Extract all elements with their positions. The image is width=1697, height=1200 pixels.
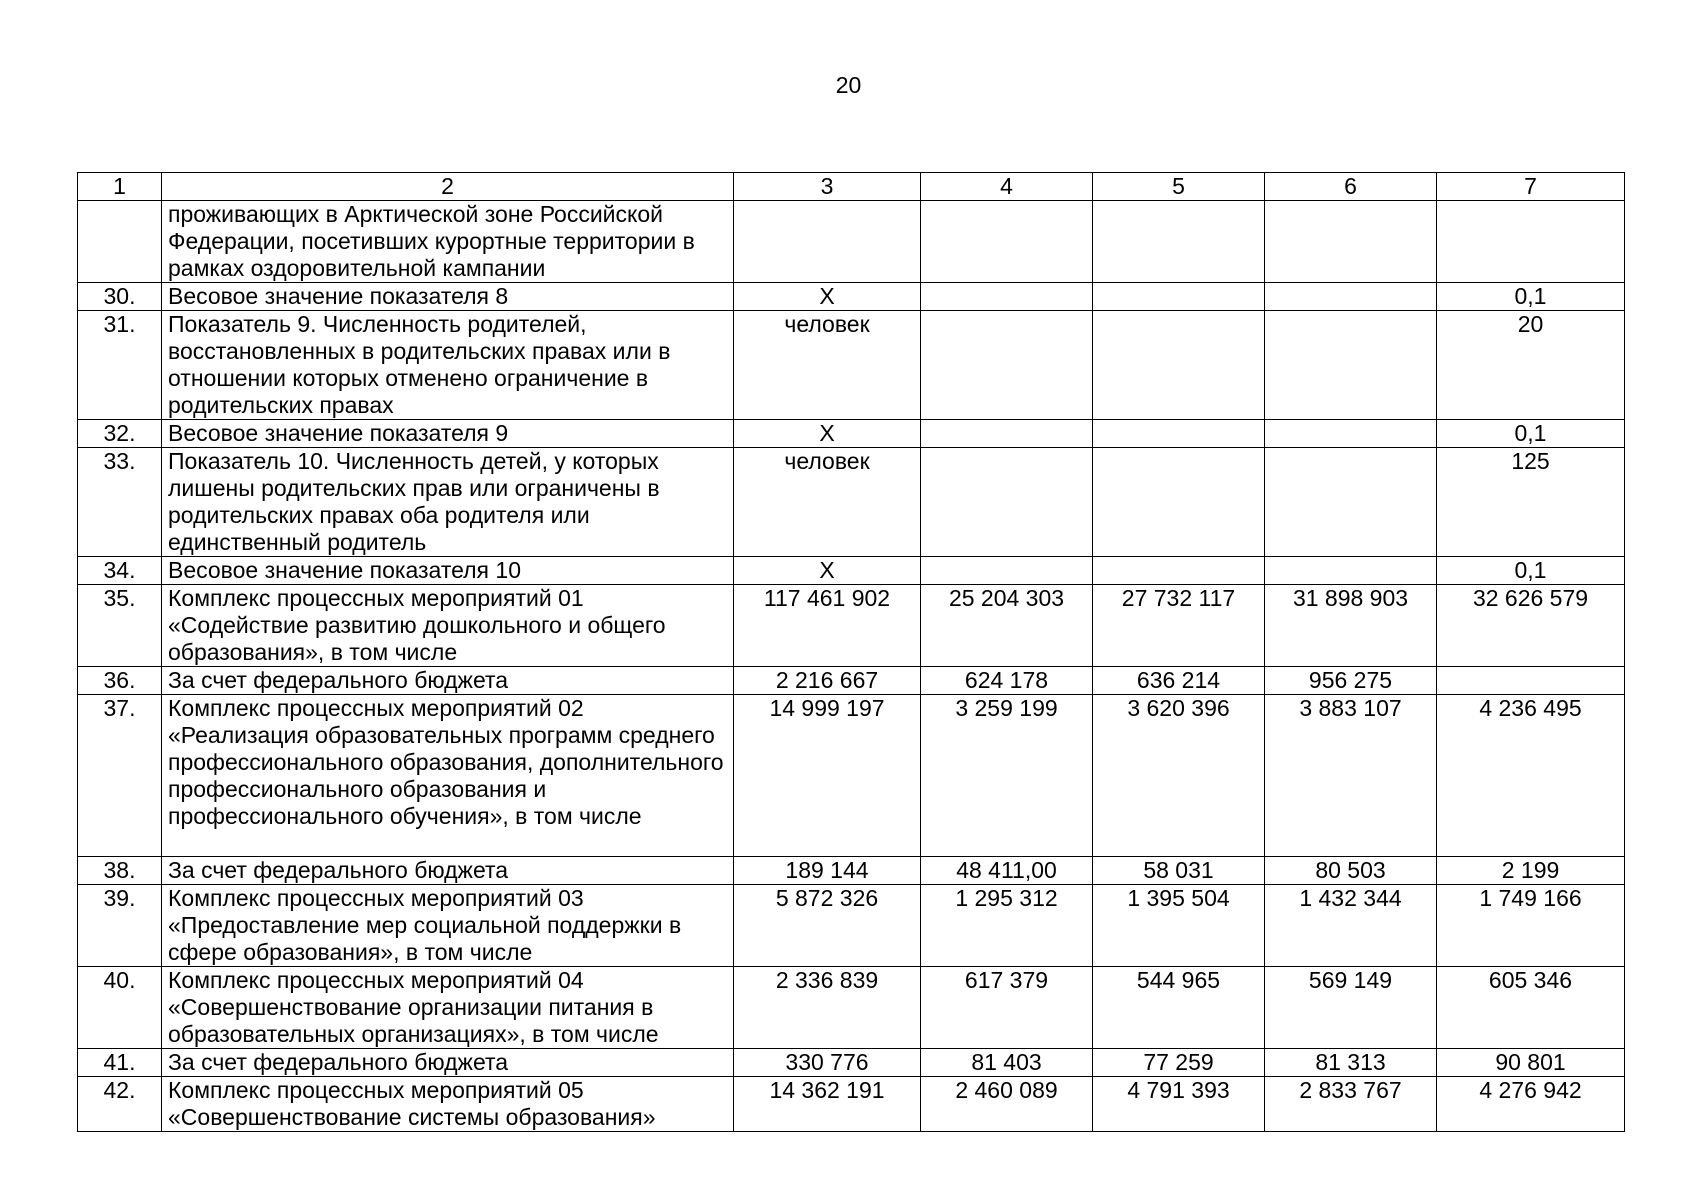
row-col6: 956 275 bbox=[1265, 667, 1437, 695]
data-table bbox=[77, 172, 1625, 1132]
row-number: 34. bbox=[78, 557, 162, 585]
row-col4 bbox=[921, 448, 1093, 557]
row-col6 bbox=[1265, 557, 1437, 585]
table-row bbox=[78, 201, 1625, 283]
row-col5 bbox=[1093, 420, 1265, 448]
row-name: За счет федерального бюджета bbox=[162, 667, 734, 695]
row-col3: Х bbox=[734, 420, 921, 448]
row-col3: Х bbox=[734, 557, 921, 585]
row-name: Весовое значение показателя 8 bbox=[162, 283, 734, 311]
table-row bbox=[78, 1077, 1625, 1132]
row-number: 37. bbox=[78, 695, 162, 857]
table-row bbox=[78, 448, 1625, 557]
row-col6 bbox=[1265, 201, 1437, 283]
row-col4: 81 403 bbox=[921, 1049, 1093, 1077]
row-col7: 125 bbox=[1437, 448, 1625, 557]
row-col5: 77 259 bbox=[1093, 1049, 1265, 1077]
table-row bbox=[78, 283, 1625, 311]
row-col4: 1 295 312 bbox=[921, 885, 1093, 967]
row-name: Показатель 9. Численность родителей, восстановленных в родительских правах или в отношении которых отменено ограничение в родительских правах bbox=[162, 311, 734, 420]
row-number: 31. bbox=[78, 311, 162, 420]
row-col7: 605 346 bbox=[1437, 967, 1625, 1049]
header-row bbox=[78, 173, 1625, 201]
table-row bbox=[78, 667, 1625, 695]
row-number: 33. bbox=[78, 448, 162, 557]
row-col7: 1 749 166 bbox=[1437, 885, 1625, 967]
row-col4 bbox=[921, 283, 1093, 311]
row-col3: 189 144 bbox=[734, 857, 921, 885]
row-col5: 636 214 bbox=[1093, 667, 1265, 695]
row-col3: человек bbox=[734, 311, 921, 420]
table-row bbox=[78, 1049, 1625, 1077]
row-col7: 4 276 942 bbox=[1437, 1077, 1625, 1132]
header-cell: 4 bbox=[921, 173, 1093, 201]
table-row bbox=[78, 967, 1625, 1049]
table-row bbox=[78, 695, 1625, 857]
row-col6 bbox=[1265, 448, 1437, 557]
row-number: 32. bbox=[78, 420, 162, 448]
table-row bbox=[78, 885, 1625, 967]
row-col5: 58 031 bbox=[1093, 857, 1265, 885]
row-number: 41. bbox=[78, 1049, 162, 1077]
header-cell: 2 bbox=[162, 173, 734, 201]
table-row bbox=[78, 557, 1625, 585]
row-col3: Х bbox=[734, 283, 921, 311]
row-col7: 4 236 495 bbox=[1437, 695, 1625, 857]
row-col5 bbox=[1093, 311, 1265, 420]
row-name: Комплекс процессных мероприятий 02 «Реализация образовательных программ среднего профессионального образования, дополнительного профессионального образования и профессионального обучения», в том числе bbox=[162, 695, 734, 857]
row-number: 38. bbox=[78, 857, 162, 885]
row-col6: 569 149 bbox=[1265, 967, 1437, 1049]
row-name: Комплекс процессных мероприятий 01 «Содействие развитию дошкольного и общего образования», в том числе bbox=[162, 585, 734, 667]
page-number: 20 bbox=[835, 72, 862, 98]
row-col3: человек bbox=[734, 448, 921, 557]
row-col4: 617 379 bbox=[921, 967, 1093, 1049]
row-col3 bbox=[734, 201, 921, 283]
row-name: За счет федерального бюджета bbox=[162, 857, 734, 885]
row-col3: 14 362 191 bbox=[734, 1077, 921, 1132]
row-number bbox=[78, 201, 162, 283]
row-col3: 14 999 197 bbox=[734, 695, 921, 857]
row-col3: 117 461 902 bbox=[734, 585, 921, 667]
row-col4 bbox=[921, 311, 1093, 420]
header-cell: 1 bbox=[78, 173, 162, 201]
header-cell: 7 bbox=[1437, 173, 1625, 201]
row-col4: 3 259 199 bbox=[921, 695, 1093, 857]
row-col7: 0,1 bbox=[1437, 283, 1625, 311]
row-col4: 2 460 089 bbox=[921, 1077, 1093, 1132]
row-name: Весовое значение показателя 9 bbox=[162, 420, 734, 448]
row-name: Комплекс процессных мероприятий 04 «Совершенствование организации питания в образовательных организациях», в том числе bbox=[162, 967, 734, 1049]
row-col6 bbox=[1265, 283, 1437, 311]
row-col6: 81 313 bbox=[1265, 1049, 1437, 1077]
row-name: За счет федерального бюджета bbox=[162, 1049, 734, 1077]
row-col4 bbox=[921, 420, 1093, 448]
row-col5: 4 791 393 bbox=[1093, 1077, 1265, 1132]
row-number: 40. bbox=[78, 967, 162, 1049]
row-col3: 2 216 667 bbox=[734, 667, 921, 695]
row-col7: 0,1 bbox=[1437, 420, 1625, 448]
row-col7 bbox=[1437, 201, 1625, 283]
row-name: Комплекс процессных мероприятий 05 «Совершенствование системы образования» bbox=[162, 1077, 734, 1132]
row-col7: 0,1 bbox=[1437, 557, 1625, 585]
row-number: 36. bbox=[78, 667, 162, 695]
row-col6: 2 833 767 bbox=[1265, 1077, 1437, 1132]
row-col5 bbox=[1093, 557, 1265, 585]
row-name: проживающих в Арктической зоне Российской Федерации, посетивших курортные территории в рамках оздоровительной кампании bbox=[162, 201, 734, 283]
row-name: Показатель 10. Численность детей, у которых лишены родительских прав или ограничены в родительских правах оба родителя или единственный родитель bbox=[162, 448, 734, 557]
row-col5: 3 620 396 bbox=[1093, 695, 1265, 857]
table-row bbox=[78, 585, 1625, 667]
row-col5 bbox=[1093, 448, 1265, 557]
row-col4: 48 411,00 bbox=[921, 857, 1093, 885]
row-col7: 2 199 bbox=[1437, 857, 1625, 885]
row-col3: 5 872 326 bbox=[734, 885, 921, 967]
row-col7 bbox=[1437, 667, 1625, 695]
row-col5: 544 965 bbox=[1093, 967, 1265, 1049]
header-cell: 5 bbox=[1093, 173, 1265, 201]
table-row bbox=[78, 857, 1625, 885]
row-col4 bbox=[921, 201, 1093, 283]
row-number: 39. bbox=[78, 885, 162, 967]
row-name: Комплекс процессных мероприятий 03 «Предоставление мер социальной поддержки в сфере образования», в том числе bbox=[162, 885, 734, 967]
header-cell: 6 bbox=[1265, 173, 1437, 201]
row-number: 30. bbox=[78, 283, 162, 311]
row-col4: 624 178 bbox=[921, 667, 1093, 695]
row-col5: 1 395 504 bbox=[1093, 885, 1265, 967]
table-row bbox=[78, 311, 1625, 420]
row-col6: 80 503 bbox=[1265, 857, 1437, 885]
table-row bbox=[78, 420, 1625, 448]
row-col3: 2 336 839 bbox=[734, 967, 921, 1049]
row-col5: 27 732 117 bbox=[1093, 585, 1265, 667]
row-col4 bbox=[921, 557, 1093, 585]
row-col5 bbox=[1093, 283, 1265, 311]
row-col4: 25 204 303 bbox=[921, 585, 1093, 667]
row-col6 bbox=[1265, 420, 1437, 448]
row-col7: 20 bbox=[1437, 311, 1625, 420]
row-col6: 31 898 903 bbox=[1265, 585, 1437, 667]
row-col6 bbox=[1265, 311, 1437, 420]
row-col5 bbox=[1093, 201, 1265, 283]
header-cell: 3 bbox=[734, 173, 921, 201]
row-number: 42. bbox=[78, 1077, 162, 1132]
row-col3: 330 776 bbox=[734, 1049, 921, 1077]
row-col6: 1 432 344 bbox=[1265, 885, 1437, 967]
row-number: 35. bbox=[78, 585, 162, 667]
row-name: Весовое значение показателя 10 bbox=[162, 557, 734, 585]
row-col7: 32 626 579 bbox=[1437, 585, 1625, 667]
row-col7: 90 801 bbox=[1437, 1049, 1625, 1077]
row-col6: 3 883 107 bbox=[1265, 695, 1437, 857]
